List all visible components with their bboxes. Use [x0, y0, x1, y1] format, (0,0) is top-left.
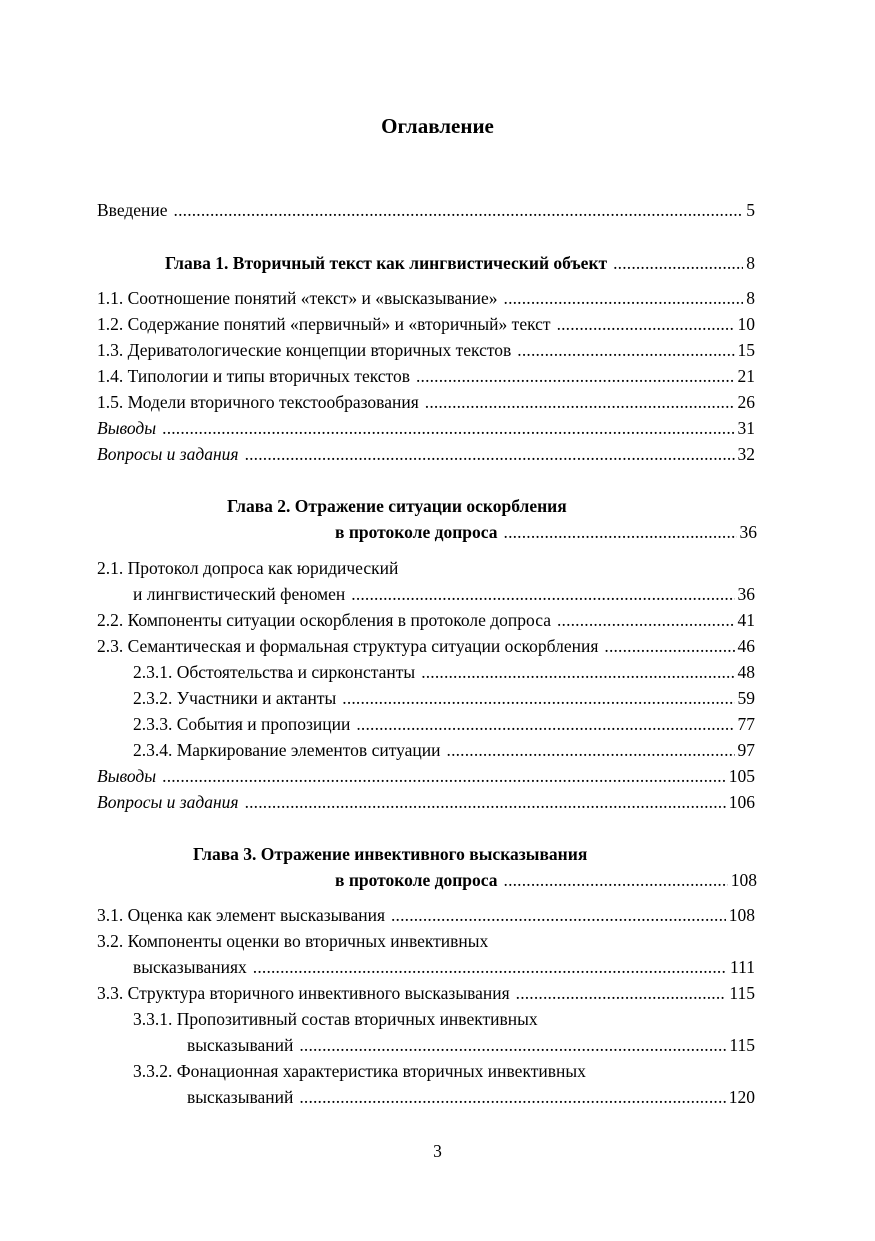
toc-entry-title: Введение [97, 200, 168, 220]
toc-leader [604, 633, 734, 659]
toc-entry-1-4[interactable] [97, 363, 755, 389]
toc-entry-title: 3.3. Структура вторичного инвективного высказывания [97, 983, 510, 1003]
toc-page-number: 97 [737, 740, 755, 760]
toc-leader [299, 1084, 725, 1110]
toc-leader [613, 250, 743, 276]
toc-entry-title: Вопросы и задания [97, 444, 239, 464]
toc-entry-2-3[interactable] [97, 633, 755, 659]
toc-entry-questions-1[interactable] [97, 441, 755, 467]
toc-entry-title: 2.3.1. Обстоятельства и сирконстанты [133, 662, 416, 682]
toc-entry-title: 2.3. Семантическая и формальная структура ситуации оскорбления [97, 636, 599, 656]
toc-page-number: 26 [737, 392, 755, 412]
toc-page-number: 105 [728, 766, 755, 786]
toc-page-number: 15 [737, 340, 755, 360]
toc-entry-title: 1.3. Дериватологические концепции вторичных текстов [97, 340, 512, 360]
toc-entry-1-2[interactable] [97, 311, 755, 337]
toc-entry-questions-2[interactable] [97, 789, 755, 815]
toc-page-number: 46 [737, 636, 755, 656]
toc-entry-title: 2.2. Компоненты ситуации оскорбления в протоколе допроса [97, 610, 551, 630]
toc-entry-2-1[interactable] [133, 581, 755, 607]
toc-leader [504, 285, 744, 311]
toc-leader [447, 737, 735, 763]
toc-page-number: 31 [737, 418, 755, 438]
page-title: Оглавление [381, 114, 494, 138]
toc-leader [245, 441, 735, 467]
toc-leader [425, 389, 735, 415]
page-number: 3 [433, 1141, 442, 1161]
toc-entry-3-3-2-line-1[interactable]: 3.3.2. Фонационная характеристика вторичных инвективных [133, 1061, 586, 1081]
toc-chapter-2[interactable] [335, 519, 757, 545]
toc-page-number: 21 [737, 366, 755, 386]
toc-leader [557, 311, 735, 337]
toc-entry-title: и лингвистический феномен [133, 584, 346, 604]
toc-entry-2-3-1[interactable] [133, 659, 755, 685]
toc-entry-introduction[interactable] [97, 197, 755, 223]
toc-page-number: 108 [730, 870, 757, 890]
toc-leader [174, 197, 744, 223]
toc-entry-title: высказываниях [133, 957, 247, 977]
toc-page-number: 106 [728, 792, 755, 812]
toc-leader [342, 685, 734, 711]
toc-entry-3-3[interactable] [97, 980, 755, 1006]
toc-leader [162, 763, 726, 789]
toc-entry-1-5[interactable] [97, 389, 755, 415]
toc-leader [504, 867, 728, 893]
toc-leader [557, 607, 735, 633]
toc-entry-title: 2.3.4. Маркирование элементов ситуации [133, 740, 441, 760]
toc-entry-title: 3.1. Оценка как элемент высказывания [97, 905, 385, 925]
toc-leader [351, 581, 734, 607]
toc-leader [162, 415, 734, 441]
toc-leader [245, 789, 726, 815]
toc-entry-title: Выводы [97, 418, 157, 438]
toc-entry-conclusions-1[interactable] [97, 415, 755, 441]
toc-page-number: 32 [737, 444, 755, 464]
toc-entry-title: Вопросы и задания [97, 792, 239, 812]
toc-page-number: 8 [746, 288, 755, 308]
toc-leader [504, 519, 737, 545]
toc-entry-2-1-line-1[interactable]: 2.1. Протокол допроса как юридический [97, 558, 399, 578]
toc-entry-title: Выводы [97, 766, 157, 786]
toc-entry-title: 1.5. Модели вторичного текстообразования [97, 392, 419, 412]
toc-page-number: 10 [737, 314, 755, 334]
toc-entry-title: 1.2. Содержание понятий «первичный» и «вторичный» текст [97, 314, 551, 334]
toc-entry-2-3-3[interactable] [133, 711, 755, 737]
toc-entry-title: высказываний [187, 1087, 294, 1107]
toc-page-number: 77 [737, 714, 755, 734]
toc-page-number: 115 [729, 983, 755, 1003]
toc-page-number: 48 [737, 662, 755, 682]
toc-entry-3-3-2[interactable] [187, 1084, 755, 1110]
toc-page-number: 111 [730, 957, 755, 977]
toc-leader [517, 337, 734, 363]
toc-chapter-1[interactable] [165, 250, 755, 276]
toc-entry-conclusions-2[interactable] [97, 763, 755, 789]
toc-entry-title: 2.3.3. События и пропозиции [133, 714, 351, 734]
toc-leader [356, 711, 734, 737]
toc-entry-title: 2.3.2. Участники и актанты [133, 688, 337, 708]
toc-leader [391, 902, 726, 928]
toc-entry-title: в протоколе допроса [335, 522, 498, 542]
toc-entry-3-2-line-1[interactable]: 3.2. Компоненты оценки во вторичных инвективных [97, 931, 489, 951]
toc-entry-1-1[interactable] [97, 285, 755, 311]
toc-page-number: 59 [737, 688, 755, 708]
toc-entry-2-3-4[interactable] [133, 737, 755, 763]
toc-entry-2-2[interactable] [97, 607, 755, 633]
toc-page-number: 41 [737, 610, 755, 630]
toc-chapter-2-line-1[interactable]: Глава 2. Отражение ситуации оскорбления [227, 496, 567, 516]
toc-page-number: 108 [728, 905, 755, 925]
toc-leader [516, 980, 727, 1006]
toc-entry-title: 1.4. Типологии и типы вторичных текстов [97, 366, 410, 386]
toc-entry-3-1[interactable] [97, 902, 755, 928]
toc-leader [299, 1032, 726, 1058]
toc-page-number: 8 [746, 253, 755, 273]
toc-leader [416, 363, 735, 389]
toc-page-number: 5 [746, 200, 755, 220]
toc-entry-1-3[interactable] [97, 337, 755, 363]
toc-page-number: 115 [729, 1035, 755, 1055]
toc-chapter-3-line-1[interactable]: Глава 3. Отражение инвективного высказывания [193, 844, 588, 864]
toc-leader [421, 659, 734, 685]
toc-entry-2-3-2[interactable] [133, 685, 755, 711]
toc-page-number: 36 [737, 584, 755, 604]
toc-entry-3-3-1-line-1[interactable]: 3.3.1. Пропозитивный состав вторичных инвективных [133, 1009, 538, 1029]
toc-chapter-3[interactable] [335, 867, 757, 893]
toc-leader [253, 954, 727, 980]
toc-entry-3-3-1[interactable] [187, 1032, 755, 1058]
toc-entry-3-2[interactable] [133, 954, 755, 980]
toc-entry-title: Глава 1. Вторичный текст как лингвистический объект [165, 253, 608, 273]
toc-page-number: 36 [739, 522, 757, 542]
toc-entry-title: высказываний [187, 1035, 294, 1055]
toc-entry-title: в протоколе допроса [335, 870, 498, 890]
toc-page-number: 120 [728, 1087, 755, 1107]
toc-entry-title: 1.1. Соотношение понятий «текст» и «высказывание» [97, 288, 498, 308]
